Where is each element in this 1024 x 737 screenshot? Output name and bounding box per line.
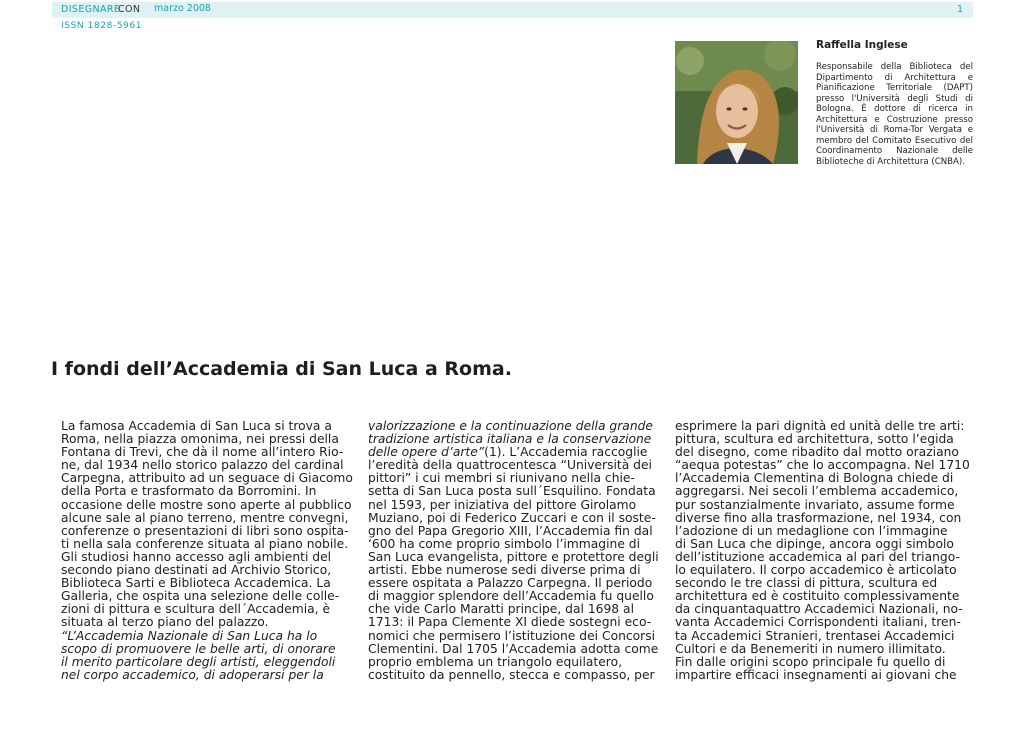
paragraph-line: diverse fino alla trasformazione, nel 1934, con xyxy=(675,510,962,525)
paragraph-line: La famosa Accademia di San Luca si trova a xyxy=(61,419,332,433)
text-column-3 xyxy=(675,420,975,682)
paragraph-line: aggregarsi. Nei secoli l’emblema accademico, xyxy=(675,484,959,499)
journal-name-suffix: CON xyxy=(118,4,141,15)
author-bio: Responsabile della Biblioteca del Dipartimento di Architettura e Pianificazione Territoriale (DAPT) presso l'Università degli Studi di Bologna. È dottore di ricerca in Architettura e Costruzione presso l'Università di Roma-Tor Vergata e membro del Comitato Esecutivo del Coordinamento Nazionale delle Biblioteche di Architettura (CNBA). xyxy=(816,62,973,167)
paragraph-line: del disegno, come ribadito dal motto oraziano xyxy=(675,445,959,460)
paragraph-line: dell’istituzione accademica al pari del triango- xyxy=(675,549,960,564)
paragraph-line: “aequa potestas” che lo accompagna. Nel 1710 xyxy=(675,458,970,473)
paragraph-line: ne, dal 1934 nello storico palazzo del cardinal xyxy=(61,458,344,473)
paragraph-line: impartire efficaci insegnamenti ai giovani che xyxy=(675,667,957,682)
paragraph-line: vanta Accademici Corrispondenti italiani, tren- xyxy=(675,615,961,630)
quote-line: “L’Accademia Nazionale di San Luca ha lo xyxy=(61,628,318,643)
paragraph-line: Fin dalle origini scopo principale fu quello di xyxy=(675,654,946,669)
issue-date: marzo 2008 xyxy=(154,3,211,14)
paragraph-line: di maggior splendore dell’Accademia fu quello xyxy=(368,589,654,604)
paragraph-line: Gli studiosi hanno accesso agli ambienti del xyxy=(61,549,332,564)
paragraph-line: Roma, nella piazza omonima, nei pressi della xyxy=(61,432,339,447)
paragraph-line: conferenze o presentazioni di libri sono ospita- xyxy=(61,523,349,538)
text-column-2 xyxy=(368,420,668,682)
text-column-1 xyxy=(61,420,361,682)
quote-line: valorizzazione e la continuazione della grande xyxy=(368,419,653,433)
paragraph-line: nomici che permisero l’istituzione dei Concorsi xyxy=(368,628,656,643)
paragraph-line: nel 1593, per iniziativa del pittore Girolamo xyxy=(368,497,637,512)
paragraph-line: l’adozione di un medaglione con l’immagine xyxy=(675,523,948,538)
paragraph-line: esprimere la pari dignità ed unità delle tre arti: xyxy=(675,419,965,433)
paragraph-line: Fontana di Trevi, che dà il nome all’intero Rio- xyxy=(61,445,344,460)
quote-line: scopo di promuovere le belle arti, di onorare xyxy=(61,641,336,656)
journal-name: DISEGNARE xyxy=(61,4,121,15)
issn: ISSN 1828-5961 xyxy=(61,21,143,31)
paragraph-line: situata al terzo piano del palazzo. xyxy=(61,615,269,630)
paragraph-line: Clementini. Dal 1705 l’Accademia adotta come xyxy=(368,641,659,656)
paragraph-line: pittura, scultura ed architettura, sotto l’egida xyxy=(675,432,954,447)
paragraph-line: Carpegna, attribuito ad un seguace di Giacomo xyxy=(61,471,353,486)
article-title: I fondi dell’Accademia di San Luca a Roma. xyxy=(51,358,512,380)
header-bar xyxy=(52,2,973,18)
paragraph-line: essere ospitata a Palazzo Carpegna. Il periodo xyxy=(368,576,653,591)
page-number: 1 xyxy=(956,4,963,15)
paragraph-line: da cinquantaquattro Accademici Nazionali, no- xyxy=(675,602,963,617)
quote-line: tradizione artistica italiana e la conservazione xyxy=(368,432,652,447)
paragraph-line: alcune sale al piano terreno, mentre convegni, xyxy=(61,510,349,525)
paragraph-line: zioni di pittura e scultura dell´Accademia, è xyxy=(61,602,331,617)
paragraph-line: che vide Carlo Maratti principe, dal 1698 al xyxy=(368,602,634,617)
paragraph-line: di San Luca che dipinge, ancora oggi simbolo xyxy=(675,536,954,551)
paragraph-line: San Luca evangelista, pittore e protettore degli xyxy=(368,549,659,564)
paragraph-line: pur sostanzialmente invariato, assume forme xyxy=(675,497,955,512)
paragraph-line: Galleria, che ospita una selezione delle colle- xyxy=(61,589,340,604)
footnote-reference: (1). L’Accademia raccoglie xyxy=(484,445,648,460)
paragraph-line: artisti. Ebbe numerose sedi diverse prima di xyxy=(368,563,641,578)
quote-line: nel corpo accademico, di adoperarsi per la xyxy=(61,667,324,682)
paragraph-line: secondo le tre classi di pittura, scultura ed xyxy=(675,576,938,591)
quote-end: delle opere d’arte” xyxy=(368,445,485,460)
paragraph-line: ti nella sala conferenze situata al piano nobile. xyxy=(61,536,349,551)
paragraph-line: l’Accademia Clementina di Bologna chiede di xyxy=(675,471,954,486)
paragraph-line: ‘600 ha come proprio simbolo l’immagine di xyxy=(368,536,641,551)
paragraph-line: occasione delle mostre sono aperte al pubblico xyxy=(61,497,352,512)
paragraph-line: architettura ed è costituito complessivamente xyxy=(675,589,960,604)
quote-line: il merito particolare degli artisti, eleggendoli xyxy=(61,654,336,669)
paragraph-line: 1713: il Papa Clemente XI diede sostegni eco- xyxy=(368,615,652,630)
paragraph-line: Biblioteca Sarti e Biblioteca Accademica. La xyxy=(61,576,331,591)
paragraph-line: ta Accademici Stranieri, trentasei Accademici xyxy=(675,628,955,643)
paragraph-line: lo equilatero. Il corpo accademico è articolato xyxy=(675,563,957,578)
paragraph-line: l’eredità della quattrocentesca “Università dei xyxy=(368,458,652,473)
paragraph-line: pittori” i cui membri si riunivano nella chie- xyxy=(368,471,635,486)
paragraph-line: setta di San Luca posta sull´Esquilino. Fondata xyxy=(368,484,656,499)
paragraph-line: Muziano, poi di Federico Zuccari e con il soste- xyxy=(368,510,656,525)
paragraph-line: della Porta e trasformato da Borromini. In xyxy=(61,484,317,499)
author-name: Raffella Inglese xyxy=(816,39,908,51)
paragraph-line: Cultori e da Benemeriti in numero illimitato. xyxy=(675,641,946,656)
paragraph-line: proprio emblema un triangolo equilatero, xyxy=(368,654,623,669)
author-photo xyxy=(675,41,798,164)
author-portrait-icon xyxy=(675,41,798,164)
paragraph-line: secondo piano destinati ad Archivio Storico, xyxy=(61,563,332,578)
paragraph-line: gno del Papa Gregorio XIII, l’Accademia fin dal xyxy=(368,523,653,538)
paragraph-line: costituito da pennello, stecca e compasso, per xyxy=(368,667,655,682)
